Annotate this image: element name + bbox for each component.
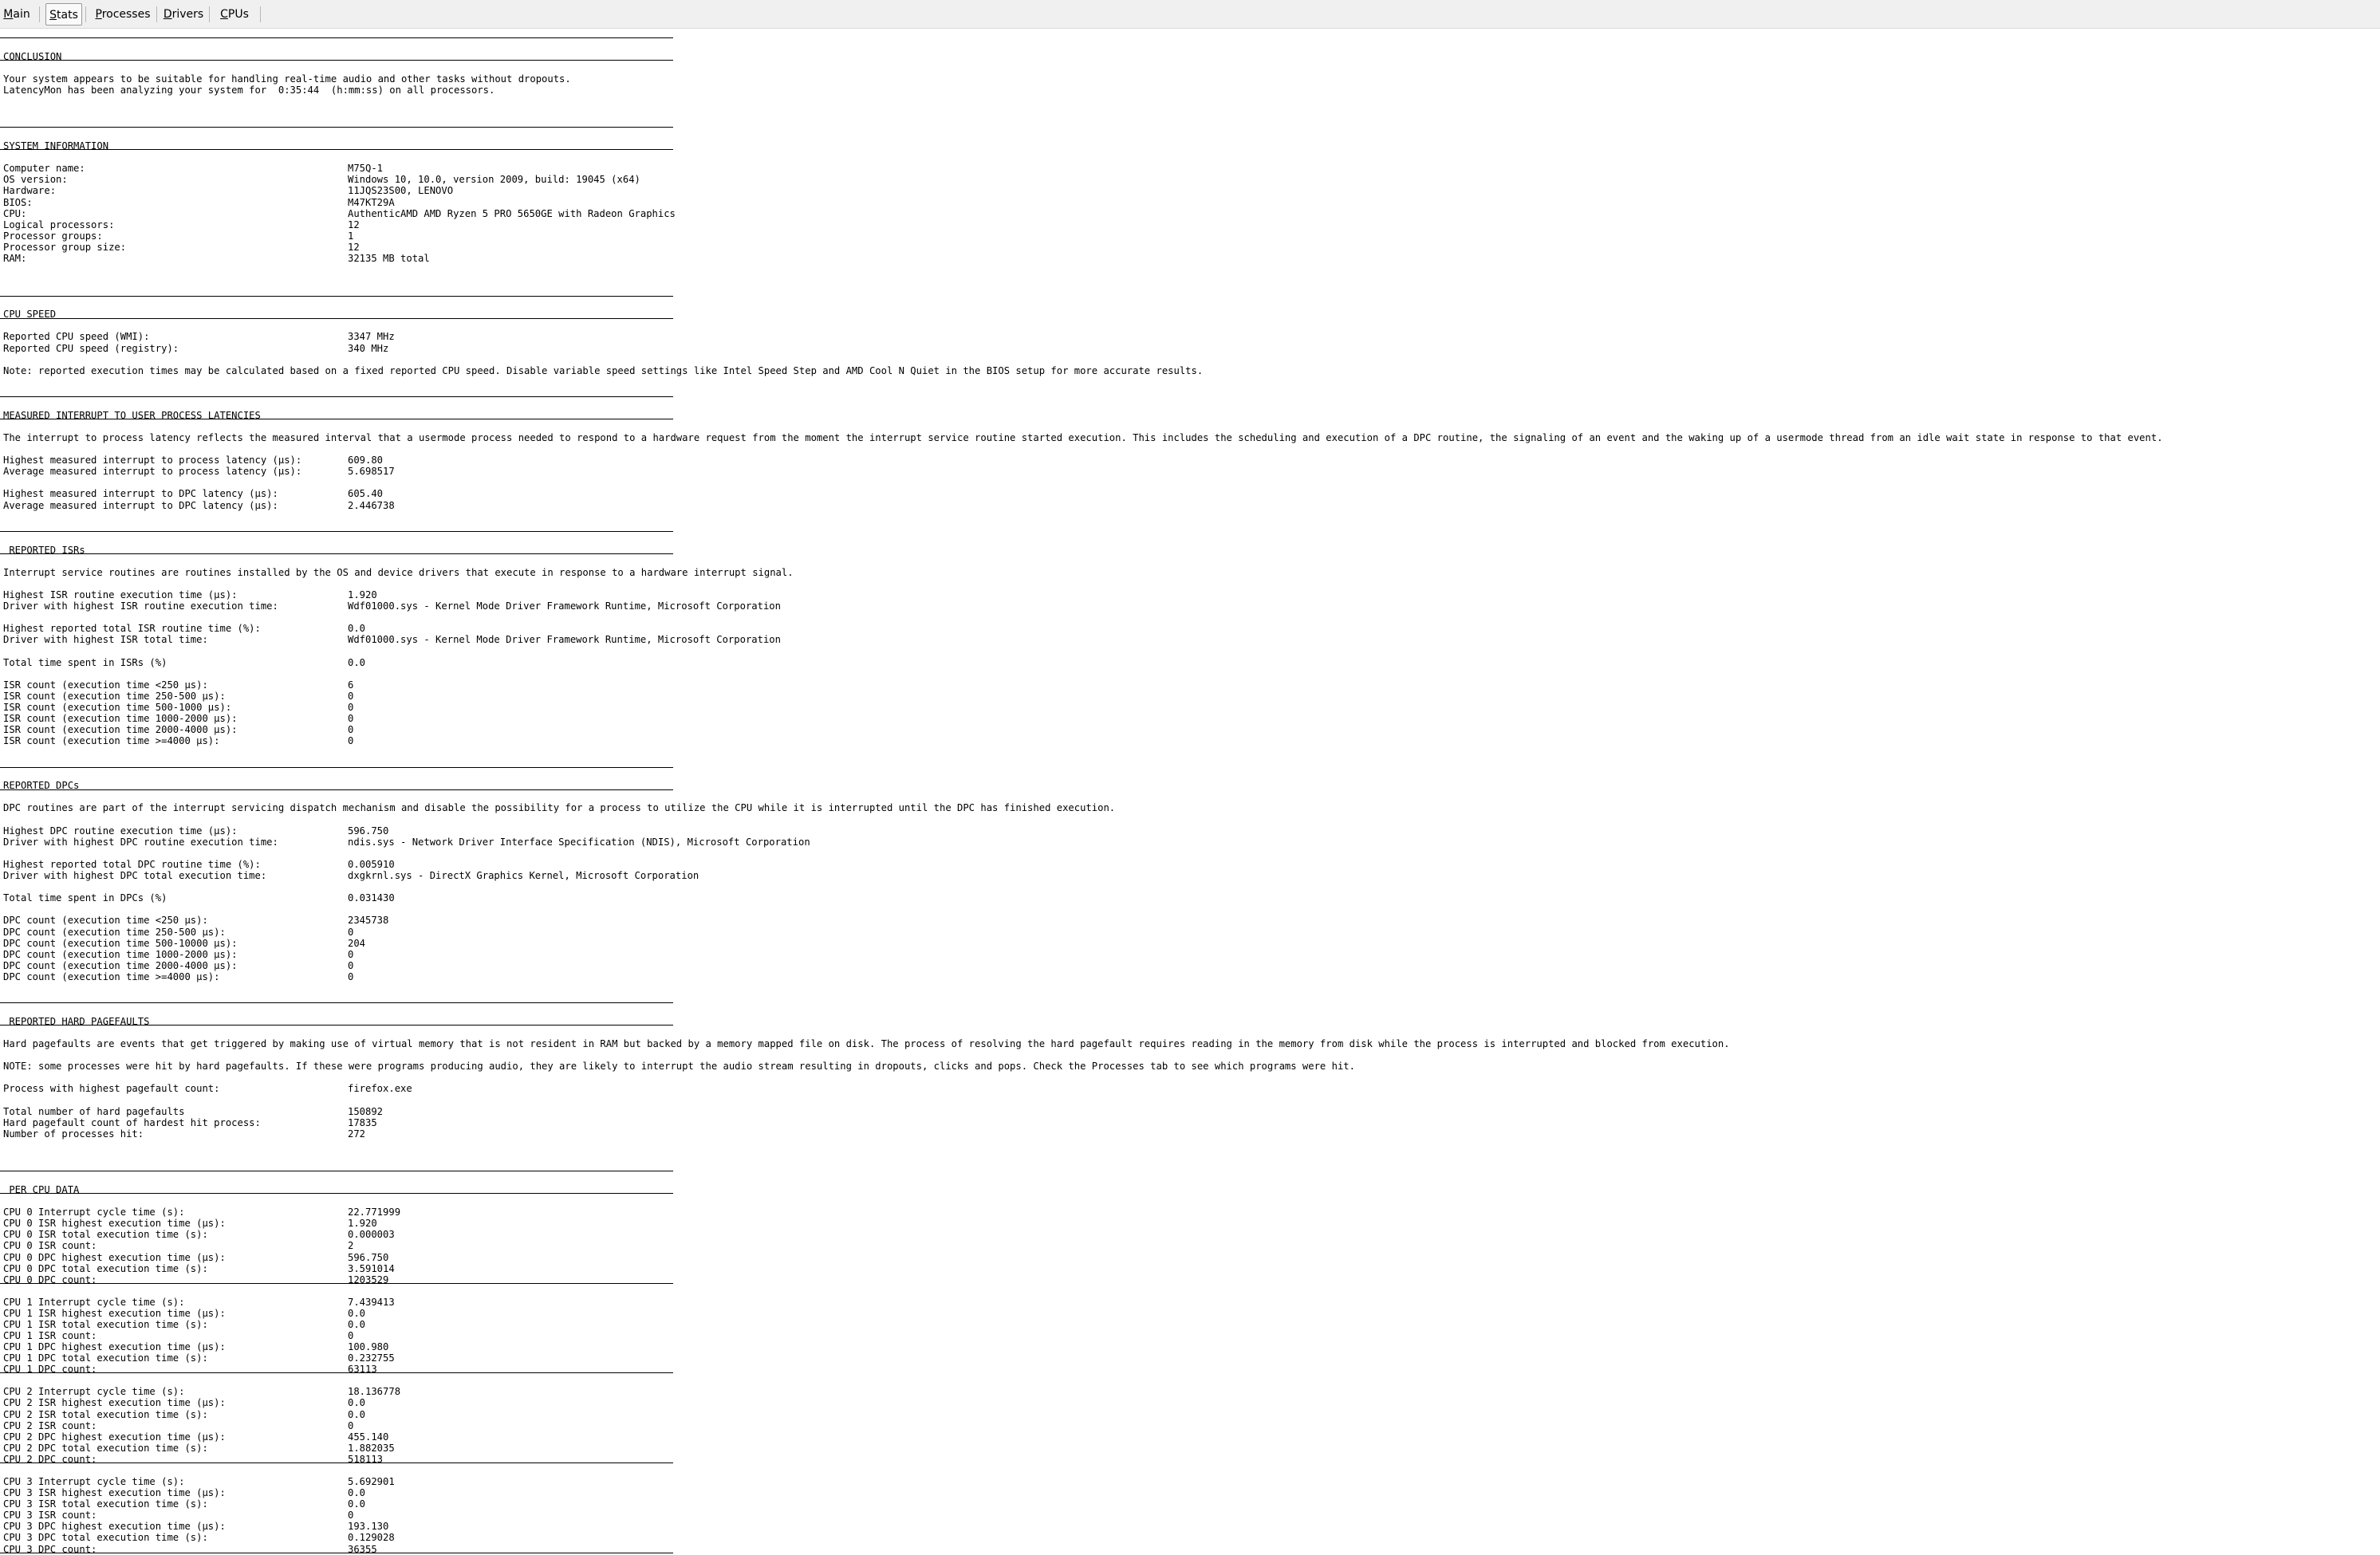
stat-value: 204 xyxy=(348,938,366,949)
section-rule xyxy=(0,318,673,319)
stat-label: Hardware: xyxy=(3,185,57,196)
stat-value: 0 xyxy=(348,960,354,971)
section-rule xyxy=(0,1462,673,1463)
stat-value: firefox.exe xyxy=(348,1083,412,1094)
stat-label: Hard pagefault count of hardest hit process: xyxy=(3,1117,261,1128)
stat-value: 100.980 xyxy=(348,1341,389,1352)
stat-label: Total time spent in ISRs (%) xyxy=(3,657,167,668)
stat-value: 0.232755 xyxy=(348,1352,395,1364)
stat-value: 0 xyxy=(348,971,354,982)
tab-main-mnemonic: M xyxy=(3,8,14,21)
stat-label: DPC count (execution time >=4000 µs): xyxy=(3,971,220,982)
stat-label: ISR count (execution time 500-1000 µs): xyxy=(3,702,232,713)
tab-main-label: ain xyxy=(13,8,30,21)
stat-label: ISR count (execution time 1000-2000 µs): xyxy=(3,713,238,724)
tab-cpus[interactable] xyxy=(214,3,255,26)
stat-label: CPU 3 ISR count: xyxy=(3,1510,97,1521)
stat-value: 150892 xyxy=(348,1106,384,1117)
stat-label: Number of processes hit: xyxy=(3,1128,144,1140)
stat-label: DPC count (execution time 1000-2000 µs): xyxy=(3,949,238,960)
stat-value: 63113 xyxy=(348,1364,377,1375)
stat-value: 0 xyxy=(348,724,354,735)
stat-value: 3.591014 xyxy=(348,1263,395,1274)
stat-label: Reported CPU speed (registry): xyxy=(3,343,179,354)
stat-label: Highest reported total DPC routine time (%): xyxy=(3,859,261,870)
section-rule xyxy=(0,1193,673,1194)
stat-label: CPU 3 Interrupt cycle time (s): xyxy=(3,1476,185,1487)
stat-label: Processor group size: xyxy=(3,242,127,253)
stat-value: Wdf01000.sys - Kernel Mode Driver Framework Runtime, Microsoft Corporation xyxy=(348,634,781,645)
stat-label: CPU 1 ISR count: xyxy=(3,1330,97,1341)
stat-value: 0.005910 xyxy=(348,859,395,870)
tab-separator xyxy=(209,6,210,22)
stat-value: 0.0 xyxy=(348,1397,366,1408)
tab-separator xyxy=(260,6,261,22)
section-rule xyxy=(0,789,673,790)
section-heading: PER CPU DATA xyxy=(3,1184,80,1195)
stat-label: CPU 1 ISR highest execution time (µs): xyxy=(3,1308,226,1319)
stat-label: Process with highest pagefault count: xyxy=(3,1083,220,1094)
stat-label: CPU 3 DPC total execution time (s): xyxy=(3,1532,208,1543)
stat-label: Driver with highest ISR total time: xyxy=(3,634,208,645)
stat-value: 0.0 xyxy=(348,1487,366,1498)
tab-drivers[interactable] xyxy=(161,3,206,26)
section-heading: CONCLUSION xyxy=(3,51,62,62)
tab-cpus-label: PUs xyxy=(227,8,249,21)
report-text: LatencyMon has been analyzing your system for 0:35:44 (h:mm:ss) on all processors. xyxy=(3,85,495,96)
stat-value: 2345738 xyxy=(348,915,389,926)
stat-label: CPU 0 Interrupt cycle time (s): xyxy=(3,1207,185,1218)
stat-label: CPU 2 ISR count: xyxy=(3,1420,97,1431)
report-text: NOTE: some processes were hit by hard pagefaults. If these were programs producing audio, they are likely to interrupt the audio stream resulting in dropouts, clicks and pops. Check the Processes tab to see which programs were hit. xyxy=(3,1061,1355,1072)
stat-label: ISR count (execution time 2000-4000 µs): xyxy=(3,724,238,735)
stat-label: CPU 0 DPC total execution time (s): xyxy=(3,1263,208,1274)
section-rule xyxy=(0,60,673,61)
stat-value: 5.692901 xyxy=(348,1476,395,1487)
tab-main[interactable] xyxy=(2,3,32,26)
stat-label: DPC count (execution time <250 µs): xyxy=(3,915,208,926)
tab-stats-label: tats xyxy=(57,9,78,22)
stat-value: 0.0 xyxy=(348,1319,366,1330)
report-text: Hard pagefaults are events that get triggered by making use of virtual memory that is not resident in RAM but backed by a memory mapped file on disk. The process of resolving the hard pagefault requires reading in the memory from disk while the process is interrupted and blocked from execution. xyxy=(3,1038,1730,1049)
stat-value: 0 xyxy=(348,927,354,938)
stat-value: ndis.sys - Network Driver Interface Specification (NDIS), Microsoft Corporation xyxy=(348,837,810,848)
stat-value: 0 xyxy=(348,949,354,960)
stat-label: Processor groups: xyxy=(3,230,103,242)
stat-value: 32135 MB total xyxy=(348,253,430,264)
stat-label: ISR count (execution time <250 µs): xyxy=(3,679,208,691)
stat-value: 11JQS23S00, LENOVO xyxy=(348,185,454,196)
stat-value: 1.920 xyxy=(348,589,377,600)
stat-value: 0 xyxy=(348,702,354,713)
tab-processes[interactable] xyxy=(91,3,155,26)
stat-value: 1.882035 xyxy=(348,1443,395,1454)
section-heading: SYSTEM INFORMATION xyxy=(3,140,109,152)
stat-label: CPU 3 ISR highest execution time (µs): xyxy=(3,1487,226,1498)
stat-label: CPU 2 ISR total execution time (s): xyxy=(3,1409,208,1420)
stat-value: M47KT29A xyxy=(348,197,395,208)
stat-label: CPU 0 ISR highest execution time (µs): xyxy=(3,1218,226,1229)
stat-value: 12 xyxy=(348,219,360,230)
tab-processes-mnemonic: P xyxy=(95,8,102,21)
stat-value: 0 xyxy=(348,1420,354,1431)
tab-separator xyxy=(39,6,40,22)
section-heading: CPU SPEED xyxy=(3,309,57,320)
stat-value: M75Q-1 xyxy=(348,163,384,174)
stat-value: 22.771999 xyxy=(348,1207,401,1218)
stat-label: CPU 2 Interrupt cycle time (s): xyxy=(3,1386,185,1397)
stat-value: 36355 xyxy=(348,1544,377,1555)
stat-value: 12 xyxy=(348,242,360,253)
tab-bar xyxy=(0,0,2380,29)
tab-drivers-mnemonic: D xyxy=(163,8,172,21)
stat-value: 0.0 xyxy=(348,1308,366,1319)
tab-separator xyxy=(156,6,157,22)
stat-value: 18.136778 xyxy=(348,1386,401,1397)
stat-value: 596.750 xyxy=(348,1252,389,1263)
stat-value: 272 xyxy=(348,1128,366,1140)
stat-label: CPU 3 ISR total execution time (s): xyxy=(3,1498,208,1510)
tab-drivers-label: rivers xyxy=(171,8,204,21)
stat-label: DPC count (execution time 250-500 µs): xyxy=(3,927,226,938)
tab-processes-label: rocesses xyxy=(101,8,151,21)
stat-value: 2 xyxy=(348,1240,354,1251)
stat-value: 609.80 xyxy=(348,455,384,466)
stat-label: CPU 1 DPC count: xyxy=(3,1364,97,1375)
stat-value: 0.129028 xyxy=(348,1532,395,1543)
stat-label: Logical processors: xyxy=(3,219,115,230)
stat-value: 6 xyxy=(348,679,354,691)
report-text: Interrupt service routines are routines installed by the OS and device drivers that execute in response to a hardware interrupt signal. xyxy=(3,567,794,578)
report-text: DPC routines are part of the interrupt servicing dispatch mechanism and disable the possibility for a process to utilize the CPU while it is interrupted until the DPC has finished execution. xyxy=(3,802,1116,813)
stat-label: CPU 1 DPC highest execution time (µs): xyxy=(3,1341,226,1352)
stat-label: CPU 0 ISR count: xyxy=(3,1240,97,1251)
stat-label: CPU 0 DPC highest execution time (µs): xyxy=(3,1252,226,1263)
section-rule xyxy=(0,531,673,532)
stat-label: Highest DPC routine execution time (µs): xyxy=(3,825,238,837)
stat-value: 0.0 xyxy=(348,657,366,668)
section-heading: REPORTED ISRs xyxy=(3,545,85,556)
stat-label: Average measured interrupt to process latency (µs): xyxy=(3,466,302,477)
stat-value: 0.031430 xyxy=(348,892,395,903)
stat-value: AuthenticAMD AMD Ryzen 5 PRO 5650GE with Radeon Graphics xyxy=(348,208,676,219)
stat-label: DPC count (execution time 2000-4000 µs): xyxy=(3,960,238,971)
stat-value: 605.40 xyxy=(348,488,384,499)
stat-value: 5.698517 xyxy=(348,466,395,477)
section-heading: REPORTED DPCs xyxy=(3,780,80,791)
stat-label: Highest ISR routine execution time (µs): xyxy=(3,589,238,600)
stat-value: 0.0 xyxy=(348,1498,366,1510)
stat-value: 0 xyxy=(348,1330,354,1341)
section-rule xyxy=(0,767,673,768)
stat-label: OS version: xyxy=(3,174,68,185)
stat-value: 1 xyxy=(348,230,354,242)
section-heading: MEASURED INTERRUPT TO USER PROCESS LATENCIES xyxy=(3,410,261,421)
section-rule xyxy=(0,553,673,554)
stat-value: 596.750 xyxy=(348,825,389,837)
stat-value: 2.446738 xyxy=(348,500,395,511)
stat-label: CPU 0 ISR total execution time (s): xyxy=(3,1229,208,1240)
stat-label: Total number of hard pagefaults xyxy=(3,1106,185,1117)
stat-label: Reported CPU speed (WMI): xyxy=(3,331,150,342)
report-text: Note: reported execution times may be calculated based on a fixed reported CPU speed. Disable variable speed settings like Intel Speed Step and AMD Cool N Quiet in the BIOS setup for more accurate results. xyxy=(3,365,1204,376)
stat-label: RAM: xyxy=(3,253,27,264)
stat-label: BIOS: xyxy=(3,197,33,208)
stat-label: Total time spent in DPCs (%) xyxy=(3,892,167,903)
tab-stats-mnemonic: S xyxy=(49,9,57,22)
stat-value: 0.0 xyxy=(348,1409,366,1420)
stat-label: CPU 3 DPC count: xyxy=(3,1544,97,1555)
stat-label: CPU: xyxy=(3,208,27,219)
stat-value: 0 xyxy=(348,713,354,724)
stat-label: Driver with highest ISR routine execution time: xyxy=(3,600,278,612)
stat-value: 7.439413 xyxy=(348,1297,395,1308)
stat-value: 0 xyxy=(348,691,354,702)
section-rule xyxy=(0,1002,673,1003)
stat-value: dxgkrnl.sys - DirectX Graphics Kernel, Microsoft Corporation xyxy=(348,870,699,881)
section-rule xyxy=(0,1025,673,1026)
stat-label: Computer name: xyxy=(3,163,85,174)
stat-label: CPU 1 DPC total execution time (s): xyxy=(3,1352,208,1364)
stat-label: CPU 2 ISR highest execution time (µs): xyxy=(3,1397,226,1408)
stat-label: Driver with highest DPC routine execution time: xyxy=(3,837,278,848)
section-heading: REPORTED HARD PAGEFAULTS xyxy=(3,1016,150,1027)
section-rule xyxy=(0,37,673,38)
stat-value: 0.0 xyxy=(348,623,366,634)
stat-label: Average measured interrupt to DPC latency (µs): xyxy=(3,500,278,511)
stat-value: Windows 10, 10.0, version 2009, build: 19045 (x64) xyxy=(348,174,640,185)
stat-label: CPU 1 ISR total execution time (s): xyxy=(3,1319,208,1330)
stat-value: 1203529 xyxy=(348,1274,389,1285)
stats-report[interactable] xyxy=(0,29,2380,1555)
stat-value: 340 MHz xyxy=(348,343,389,354)
stat-value: 0 xyxy=(348,735,354,746)
section-rule xyxy=(0,127,673,128)
stat-label: Highest reported total ISR routine time (%): xyxy=(3,623,261,634)
stat-label: Highest measured interrupt to process latency (µs): xyxy=(3,455,302,466)
stat-label: ISR count (execution time >=4000 µs): xyxy=(3,735,220,746)
stat-label: CPU 2 DPC total execution time (s): xyxy=(3,1443,208,1454)
stat-value: 17835 xyxy=(348,1117,377,1128)
stat-value: Wdf01000.sys - Kernel Mode Driver Framework Runtime, Microsoft Corporation xyxy=(348,600,781,612)
report-text: The interrupt to process latency reflects the measured interval that a usermode process needed to respond to a hardware request from the moment the interrupt service routine started execution. This includes the scheduling and execution of a DPC routine, the signaling of an event and the waking up of a usermode thread from an idle wait state in response to that event. xyxy=(3,432,2163,443)
stat-value: 0.000003 xyxy=(348,1229,395,1240)
stat-label: Driver with highest DPC total execution time: xyxy=(3,870,267,881)
section-rule xyxy=(0,1372,673,1373)
stat-value: 455.140 xyxy=(348,1431,389,1443)
tab-stats[interactable] xyxy=(45,3,82,26)
stat-label: DPC count (execution time 500-10000 µs): xyxy=(3,938,238,949)
report-text: Your system appears to be suitable for handling real-time audio and other tasks without dropouts. xyxy=(3,73,571,85)
stat-label: CPU 0 DPC count: xyxy=(3,1274,97,1285)
section-rule xyxy=(0,149,673,150)
stat-label: CPU 1 Interrupt cycle time (s): xyxy=(3,1297,185,1308)
stat-value: 3347 MHz xyxy=(348,331,395,342)
stat-value: 193.130 xyxy=(348,1521,389,1532)
section-rule xyxy=(0,296,673,297)
stat-label: CPU 2 DPC count: xyxy=(3,1454,97,1465)
section-rule xyxy=(0,396,673,397)
tab-separator xyxy=(85,6,86,22)
stat-label: ISR count (execution time 250-500 µs): xyxy=(3,691,226,702)
stat-value: 0 xyxy=(348,1510,354,1521)
tab-cpus-mnemonic: C xyxy=(220,8,228,21)
stat-value: 1.920 xyxy=(348,1218,377,1229)
stat-label: Highest measured interrupt to DPC latency (µs): xyxy=(3,488,278,499)
stat-value: 518113 xyxy=(348,1454,384,1465)
stat-label: CPU 2 DPC highest execution time (µs): xyxy=(3,1431,226,1443)
stat-label: CPU 3 DPC highest execution time (µs): xyxy=(3,1521,226,1532)
section-rule xyxy=(0,1283,673,1284)
